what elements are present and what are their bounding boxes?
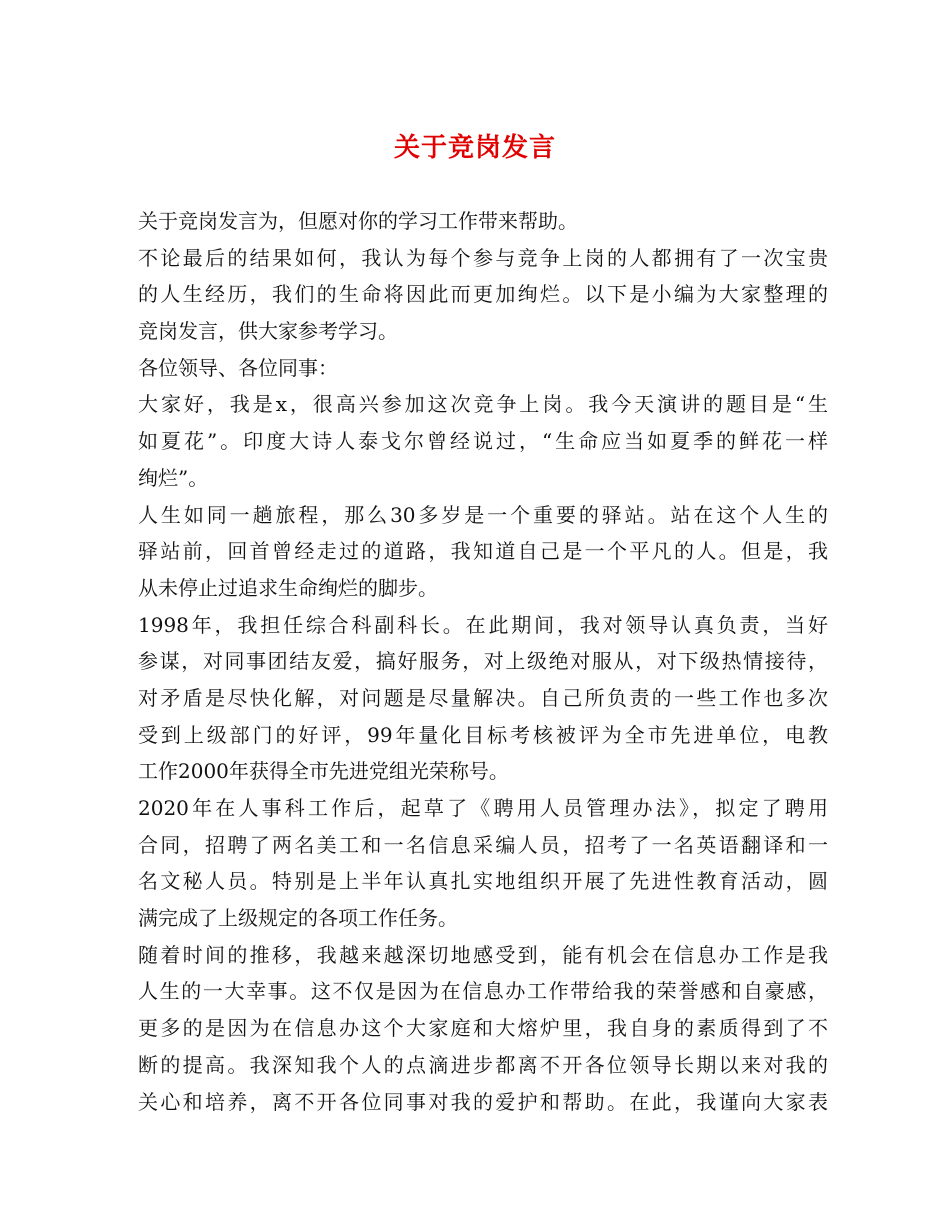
text-line: 绚烂”。 xyxy=(138,465,209,490)
text-line: 对矛盾是尽快化解，对问题是尽量解决。自己所负责的一些工作也多次 xyxy=(138,685,828,710)
text-line: 满完成了上级规定的各项工作任务。 xyxy=(138,906,458,931)
text-line: 如夏花”。印度大诗人泰戈尔曾经说过，“生命应当如夏季的鲜花一样 xyxy=(138,429,828,454)
text-line: 的人生经历，我们的生命将因此而更加绚烂。以下是小编为大家整理的 xyxy=(138,282,828,307)
text-line: 人生的一大幸事。这不仅是因为在信息办工作带给我的荣誉感和自豪感， xyxy=(138,979,828,1004)
text-line: 关于竞岗发言为，但愿对你的学习工作带来帮助。 xyxy=(138,209,578,233)
text-line: 参谋，对同事团结友爱，搞好服务，对上级绝对服从，对下级热情接待， xyxy=(138,649,828,674)
document-title: 关于竞岗发言 xyxy=(393,133,556,163)
text-line: 竞岗发言，供大家参考学习。 xyxy=(138,319,398,344)
text-line: 不论最后的结果如何，我认为每个参与竞争上岗的人都拥有了一次宝贵 xyxy=(138,245,828,270)
text-line: 合同，招聘了两名美工和一名信息采编人员，招考了一名英语翻译和一 xyxy=(138,832,828,857)
text-line: 2020年在人事科工作后，起草了《聘用人员管理办法》，拟定了聘用 xyxy=(138,796,828,820)
text-line: 人生如同一趟旅程，那么30多岁是一个重要的驿站。站在这个人生的 xyxy=(138,502,828,527)
text-line: 断的提高。我深知我个人的点滴进步都离不开各位领导长期以来对我的 xyxy=(138,1052,828,1077)
text-line: 名文秘人员。特别是上半年认真扎实地组织开展了先进性教育活动，圆 xyxy=(138,869,828,894)
text-line: 更多的是因为在信息办这个大家庭和大熔炉里，我自身的素质得到了不 xyxy=(138,1016,828,1041)
text-line: 受到上级部门的好评，99年量化目标考核被评为全市先进单位，电教 xyxy=(138,722,828,747)
text-line: 从未停止过追求生命绚烂的脚步。 xyxy=(138,575,438,600)
text-line: 1998年，我担任综合科副科长。在此期间，我对领导认真负责，当好 xyxy=(138,612,828,637)
text-line: 驿站前，回首曾经走过的道路，我知道自己是一个平凡的人。但是，我 xyxy=(138,539,828,564)
text-line: 工作2000年获得全市先进党组光荣称号。 xyxy=(138,759,509,784)
text-line: 各位领导、各位同事： xyxy=(138,355,338,380)
text-line: 大家好，我是x，很高兴参加这次竞争上岗。我今天演讲的题目是“生 xyxy=(138,392,828,417)
text-line: 关心和培养，离不开各位同事对我的爱护和帮助。在此，我谨向大家表 xyxy=(138,1089,828,1114)
document-body xyxy=(138,203,828,1120)
text-line: 随着时间的推移，我越来越深切地感受到，能有机会在信息办工作是我 xyxy=(138,942,828,967)
